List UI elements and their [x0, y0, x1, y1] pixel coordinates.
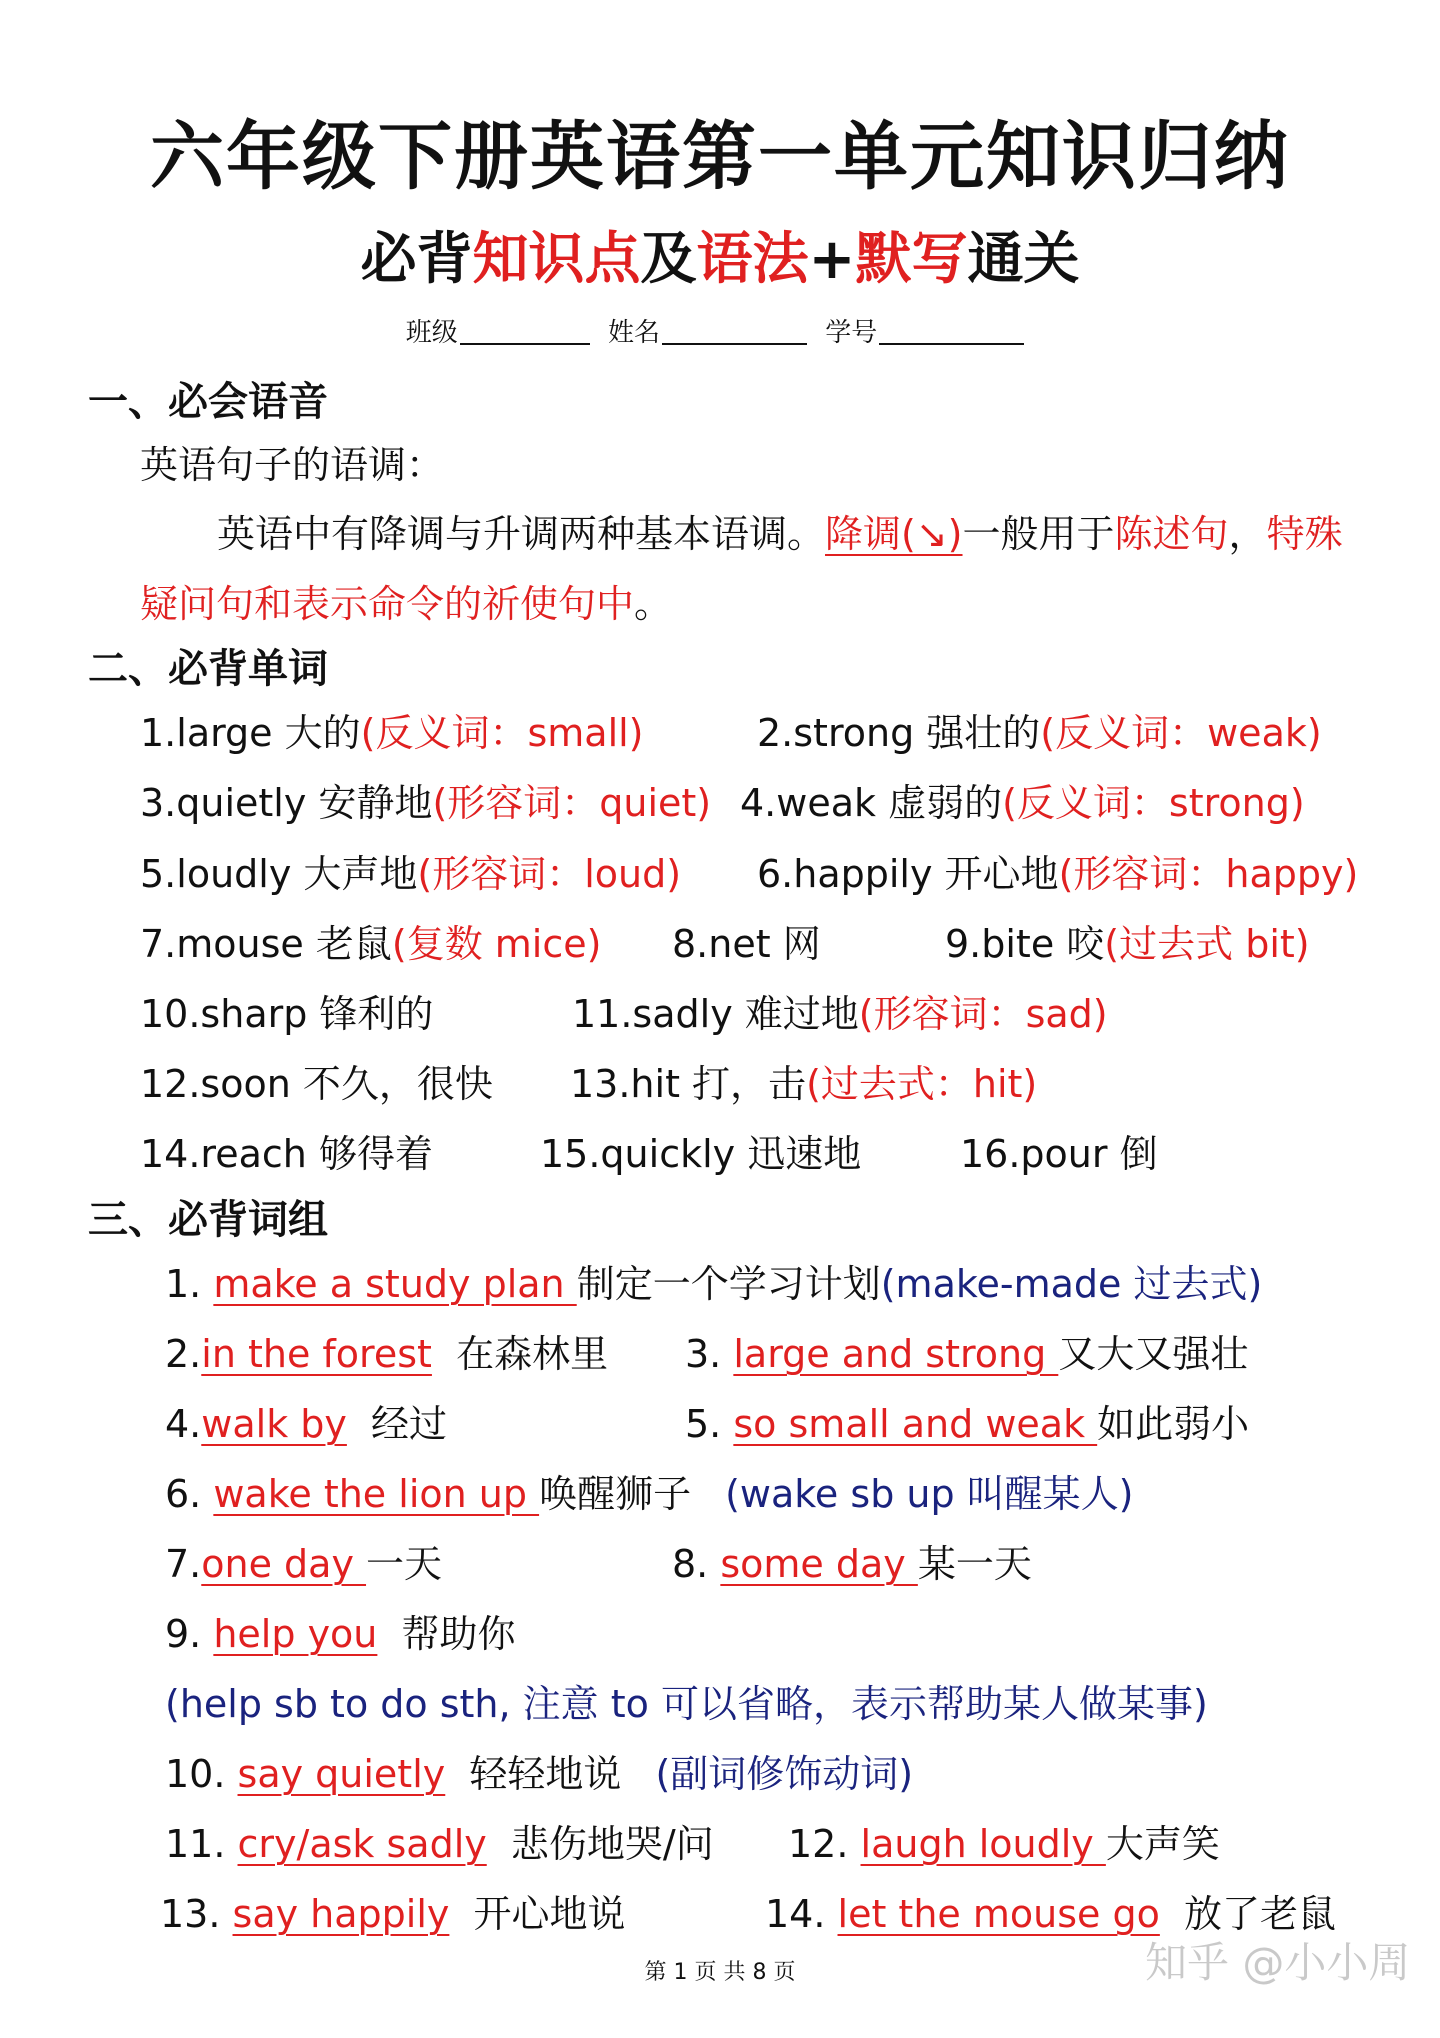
word-item: [740, 772, 1305, 827]
id-label: 学号: [825, 318, 878, 348]
phrase-num: 7.: [165, 1542, 202, 1586]
student-info: [0, 312, 1440, 349]
phrase-cn: 在森林里: [431, 1332, 609, 1376]
phrase-cn: 放了老鼠: [1159, 1892, 1337, 1936]
subtitle-part: 必背: [360, 227, 473, 292]
phrase-num: 4.: [165, 1402, 202, 1446]
phrase-item: [165, 1533, 442, 1588]
word: 2.strong 强壮的: [757, 711, 1041, 755]
phrase-item: [685, 1323, 1248, 1378]
phrase-num: 8.: [672, 1542, 721, 1586]
text: 降调(↘): [825, 512, 963, 556]
name-label: 姓名: [607, 318, 660, 348]
word-item: [140, 702, 644, 757]
text: ，: [1228, 512, 1267, 556]
phrase-note: (make-made 过去式): [880, 1262, 1263, 1306]
page-title: 六年级下册英语第一单元知识归纳: [150, 114, 1290, 200]
phrase-num: 3.: [685, 1332, 734, 1376]
phrase-note: (wake sb up 叫醒某人): [725, 1472, 1134, 1516]
phrase-cn: 如此弱小: [1097, 1402, 1250, 1446]
intonation-line-1: [217, 503, 1343, 558]
phrase-item: [165, 1813, 714, 1868]
phrase-cn: 唤醒狮子: [539, 1472, 692, 1516]
subtitle-part: 及: [640, 227, 697, 292]
word-note: (形容词：sad): [858, 992, 1108, 1036]
word-note: (复数 mice): [391, 922, 602, 966]
word: 13.hit 打，击: [570, 1062, 807, 1106]
phrase-cn: 制定一个学习计划: [576, 1262, 881, 1306]
text: 疑问句和表示命令的祈使句中: [140, 582, 635, 626]
watermark: 知乎 @小小周: [1145, 1938, 1411, 1987]
text: 一般用于: [962, 512, 1115, 556]
text: 特殊: [1266, 512, 1343, 556]
subtitle-part: 默写: [855, 227, 968, 292]
phrase-cn: 轻轻地说: [445, 1752, 622, 1796]
phrase-num: 11.: [165, 1822, 238, 1866]
phrase-en: help you: [213, 1612, 378, 1656]
word-note: (形容词：loud): [417, 852, 682, 896]
word-note: (过去式：hit): [806, 1062, 1038, 1106]
text: 英语中有降调与升调两种基本语调。: [217, 512, 826, 556]
phrase-cn: 某一天: [917, 1542, 1032, 1586]
word-item: [140, 1053, 493, 1108]
intonation-line-2: [140, 573, 672, 628]
phrase-item: [672, 1533, 1032, 1588]
word: 10.sharp 锋利的: [140, 992, 434, 1036]
word: 5.loudly 大声地: [140, 852, 418, 896]
subtitle-part: 知识点: [472, 227, 641, 292]
phrase-en: so small and weak: [733, 1402, 1098, 1446]
phrase-item: [165, 1253, 1262, 1308]
word-note: (形容词：happy): [1058, 852, 1359, 896]
word-item: [140, 772, 711, 827]
phrase-num: 1.: [165, 1262, 214, 1306]
word-item: [757, 702, 1322, 757]
word: 9.bite 咬: [945, 922, 1105, 966]
word-item: [140, 1123, 433, 1178]
phrase-item: [165, 1323, 608, 1378]
phrase-en: one day: [201, 1542, 367, 1586]
phrase-en: wake the lion up: [213, 1472, 540, 1516]
phrase-en: make a study plan: [213, 1262, 577, 1306]
word: 16.pour 倒: [960, 1132, 1158, 1176]
phrase-item: [165, 1743, 913, 1798]
word-item: [960, 1123, 1158, 1178]
phrase-num: 2.: [165, 1332, 202, 1376]
phrase-num: 9.: [165, 1612, 214, 1656]
phrase-num: 12.: [788, 1822, 861, 1866]
phrase-cn: 经过: [346, 1402, 448, 1446]
word-note: (反义词：strong): [1002, 781, 1305, 825]
word-note: (过去式 bit): [1104, 922, 1310, 966]
section-heading: 三、必背词组: [88, 1197, 328, 1243]
phrase-en: large and strong: [733, 1332, 1059, 1376]
phrase-num: 14.: [765, 1892, 838, 1936]
text: 陈述句: [1114, 512, 1229, 556]
phrase-en: laugh loudly: [860, 1822, 1106, 1866]
phrase-en: walk by: [201, 1402, 347, 1446]
subtitle-part: 语法: [696, 227, 809, 292]
phrase-cn: 帮助你: [377, 1612, 516, 1656]
subtitle-part: +: [808, 227, 856, 292]
phrase-num: 5.: [685, 1402, 734, 1446]
word-item: [945, 913, 1310, 968]
word-note: (反义词：weak): [1040, 711, 1322, 755]
word-item: [140, 843, 681, 898]
class-blank: [460, 321, 590, 345]
word-item: [540, 1123, 861, 1178]
word: 12.soon 不久，很快: [140, 1062, 493, 1106]
section-heading: 一、必会语音: [88, 379, 328, 425]
phrase-num: 10.: [165, 1752, 238, 1796]
word-item: [140, 913, 601, 968]
word-note: (反义词：small): [360, 711, 644, 755]
phrase-cn: 悲伤地哭/问: [486, 1822, 714, 1866]
name-blank: [662, 321, 807, 345]
phrase-en: some day: [720, 1542, 918, 1586]
phrase-cn: 一天: [366, 1542, 443, 1586]
phrase-num: 6.: [165, 1472, 214, 1516]
word-item: [570, 1053, 1037, 1108]
phrase-item: [165, 1603, 516, 1658]
phrase-en: in the forest: [201, 1332, 432, 1376]
word-note: (形容词：quiet): [432, 781, 712, 825]
phrase-cn: 开心地说: [449, 1892, 626, 1936]
phrase-item: [685, 1393, 1249, 1448]
page-subtitle: [0, 215, 1440, 295]
phrase-note: (副词修饰动词): [655, 1752, 914, 1796]
word: 6.happily 开心地: [757, 852, 1059, 896]
word: 4.weak 虚弱的: [740, 781, 1003, 825]
word: 3.quietly 安静地: [140, 781, 433, 825]
text: 。: [634, 582, 673, 626]
word: 14.reach 够得着: [140, 1132, 433, 1176]
word: 1.large 大的: [140, 711, 361, 755]
word: 7.mouse 老鼠: [140, 922, 392, 966]
section-heading: 二、必背单词: [88, 646, 328, 692]
phrase-item: [165, 1393, 447, 1448]
phrase-item: [165, 1463, 1134, 1518]
phrase-cn: 又大又强壮: [1058, 1332, 1249, 1376]
word-item: [672, 913, 821, 968]
phrase-cn: 大声笑: [1105, 1822, 1220, 1866]
phrase-en: let the mouse go: [837, 1892, 1160, 1936]
word-item: [757, 843, 1358, 898]
help-note: (help sb to do sth, 注意 to 可以省略，表示帮助某人做某事): [165, 1682, 1208, 1726]
section1-sub: 英语句子的语调：: [140, 443, 445, 487]
word-item: [572, 983, 1108, 1038]
word: 15.quickly 迅速地: [540, 1132, 862, 1176]
phrase-en: say happily: [232, 1892, 450, 1936]
class-label: 班级: [405, 318, 458, 348]
phrase-en: say quietly: [237, 1752, 446, 1796]
id-blank: [879, 321, 1024, 345]
phrase-num: 13.: [160, 1892, 233, 1936]
word-item: [140, 983, 433, 1038]
phrase-item: [160, 1883, 626, 1938]
subtitle-part: 通关: [967, 227, 1080, 292]
word: 11.sadly 难过地: [572, 992, 859, 1036]
phrase-en: cry/ask sadly: [237, 1822, 487, 1866]
word: 8.net 网: [672, 922, 821, 966]
phrase-item: [788, 1813, 1220, 1868]
page-number: 第 1 页 共 8 页: [644, 1960, 796, 1985]
